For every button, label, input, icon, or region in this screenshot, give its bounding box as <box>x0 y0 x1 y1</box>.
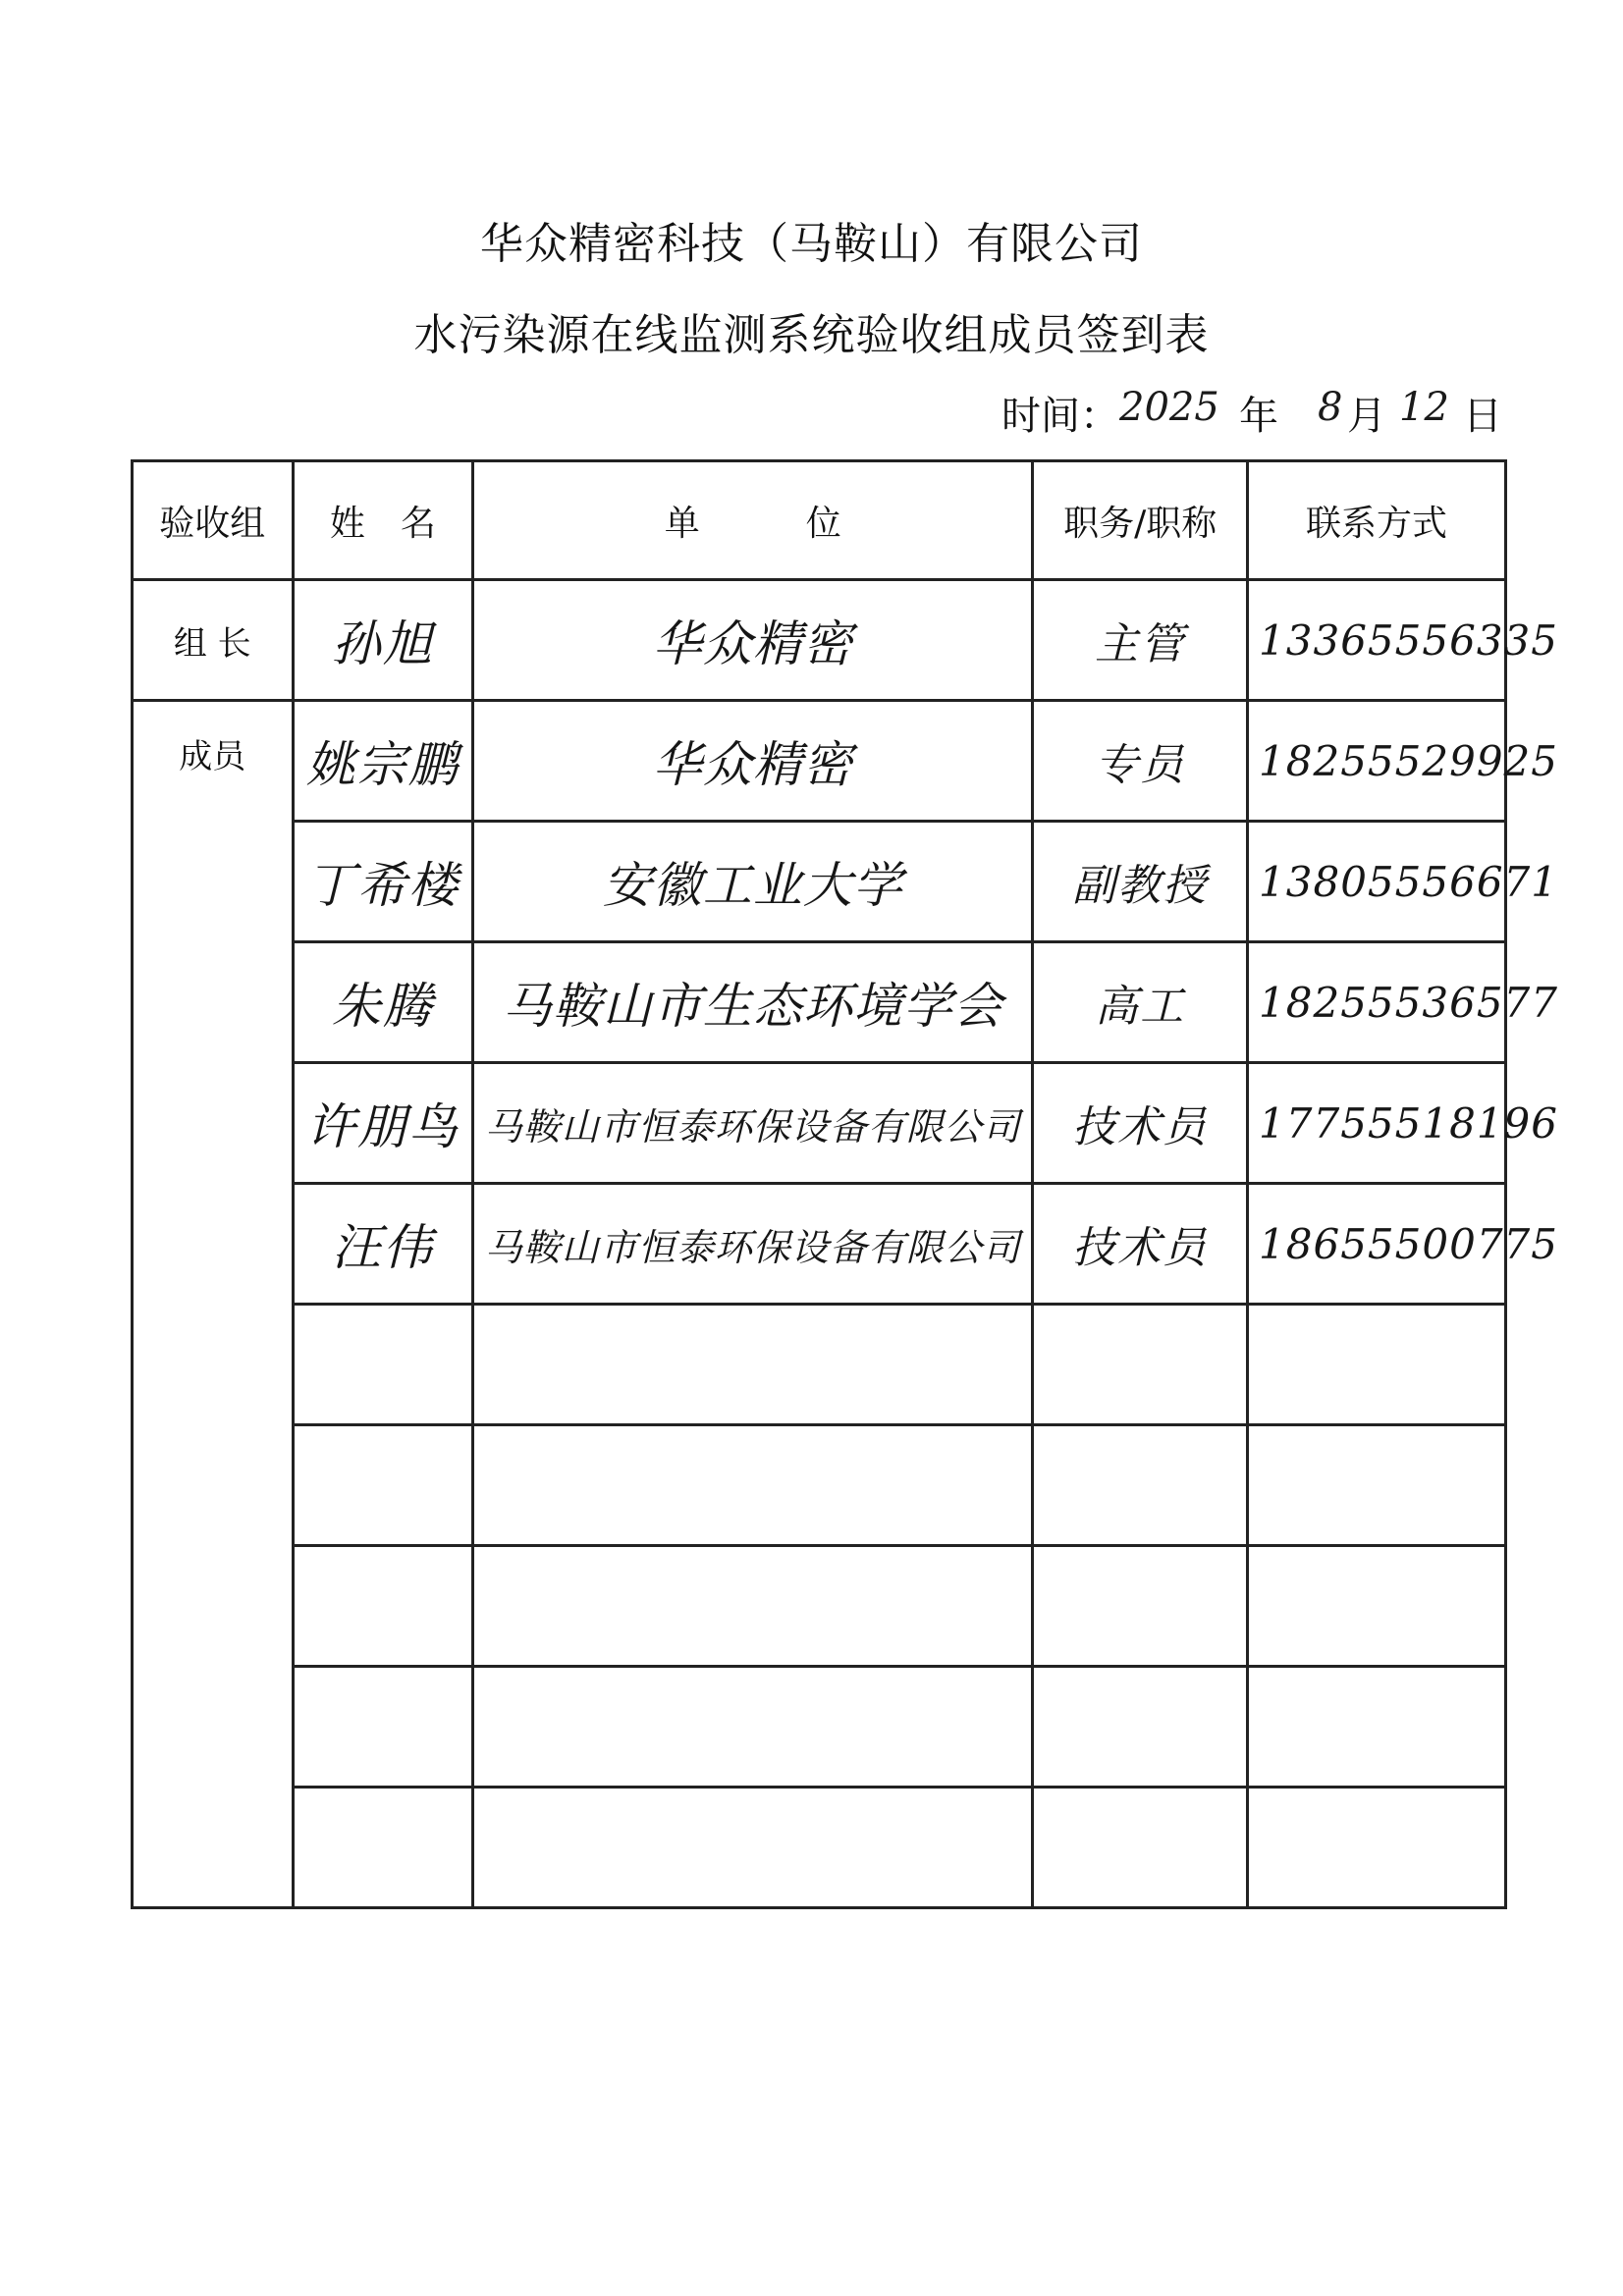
signature-contact: 13805556671 <box>1248 822 1506 942</box>
date-line <box>1001 385 1512 444</box>
signature-name: 孙旭 <box>293 580 473 701</box>
date-day-suffix: 日 <box>1463 394 1502 439</box>
signature-name: 丁希楼 <box>293 822 473 942</box>
header-unit: 单 位 <box>473 461 1033 580</box>
table-row <box>133 1063 1506 1184</box>
empty-cell <box>1033 1667 1248 1788</box>
signature-unit: 华众精密 <box>473 580 1033 701</box>
date-year-suffix: 年 <box>1239 394 1278 439</box>
empty-cell <box>1248 1305 1506 1425</box>
signature-name: 姚宗鹏 <box>293 701 473 822</box>
signature-contact: 18255529925 <box>1248 701 1506 822</box>
signature-name: 许朋鸟 <box>293 1063 473 1184</box>
signature-unit: 马鞍山市生态环境学会 <box>473 942 1033 1063</box>
signature-contact: 13365556335 <box>1248 580 1506 701</box>
empty-cell <box>473 1788 1033 1908</box>
leader-label: 组 长 <box>133 580 294 701</box>
table-row <box>133 1184 1506 1305</box>
empty-cell <box>293 1667 473 1788</box>
date-month: 8 <box>1318 385 1343 430</box>
signature-title: 技术员 <box>1033 1184 1248 1305</box>
header-name: 姓 名 <box>293 461 473 580</box>
header-title: 职务/职称 <box>1033 461 1248 580</box>
empty-cell <box>1033 1425 1248 1546</box>
date-month-suffix: 月 <box>1347 394 1386 439</box>
empty-cell <box>1248 1425 1506 1546</box>
table-row <box>133 822 1506 942</box>
sign-in-table <box>131 459 1558 1909</box>
signature-title: 技术员 <box>1033 1063 1248 1184</box>
empty-cell <box>473 1546 1033 1667</box>
empty-cell <box>473 1425 1033 1546</box>
header-group: 验收组 <box>133 461 294 580</box>
signature-unit: 安徽工业大学 <box>473 822 1033 942</box>
table-header-row <box>133 461 1506 580</box>
signature-contact: 18255536577 <box>1248 942 1506 1063</box>
signature-unit: 华众精密 <box>473 701 1033 822</box>
company-title: 华众精密科技（马鞍山）有限公司 <box>480 219 1143 269</box>
signature-title: 主管 <box>1033 580 1248 701</box>
empty-cell <box>293 1546 473 1667</box>
signature-title: 高工 <box>1033 942 1248 1063</box>
signature-contact: 17755518196 <box>1248 1063 1506 1184</box>
empty-cell <box>1033 1546 1248 1667</box>
signature-contact: 18655500775 <box>1248 1184 1506 1305</box>
empty-cell <box>1248 1667 1506 1788</box>
empty-cell <box>1248 1546 1506 1667</box>
table-row <box>133 942 1506 1063</box>
empty-row <box>133 1546 1506 1667</box>
signature-unit: 马鞍山市恒泰环保设备有限公司 <box>473 1063 1033 1184</box>
date-day: 12 <box>1399 385 1449 430</box>
signature-name: 朱腾 <box>293 942 473 1063</box>
signature-unit: 马鞍山市恒泰环保设备有限公司 <box>473 1184 1033 1305</box>
form-title: 水污染源在线监测系统验收组成员签到表 <box>413 310 1210 360</box>
empty-cell <box>293 1788 473 1908</box>
empty-cell <box>473 1667 1033 1788</box>
empty-cell <box>293 1305 473 1425</box>
empty-row <box>133 1425 1506 1546</box>
signature-title: 专员 <box>1033 701 1248 822</box>
date-label: 时间： <box>1001 394 1119 439</box>
table-row <box>133 580 1506 701</box>
empty-row <box>133 1305 1506 1425</box>
empty-cell <box>1033 1305 1248 1425</box>
empty-row <box>133 1788 1506 1908</box>
date-year: 2025 <box>1119 385 1219 430</box>
empty-cell <box>1033 1788 1248 1908</box>
signature-name: 汪伟 <box>293 1184 473 1305</box>
signature-title: 副教授 <box>1033 822 1248 942</box>
empty-cell <box>1248 1788 1506 1908</box>
table-row <box>133 701 1506 822</box>
empty-cell <box>293 1425 473 1546</box>
members-label: 成员 <box>133 701 294 1908</box>
header-contact: 联系方式 <box>1248 461 1506 580</box>
empty-cell <box>473 1305 1033 1425</box>
empty-row <box>133 1667 1506 1788</box>
